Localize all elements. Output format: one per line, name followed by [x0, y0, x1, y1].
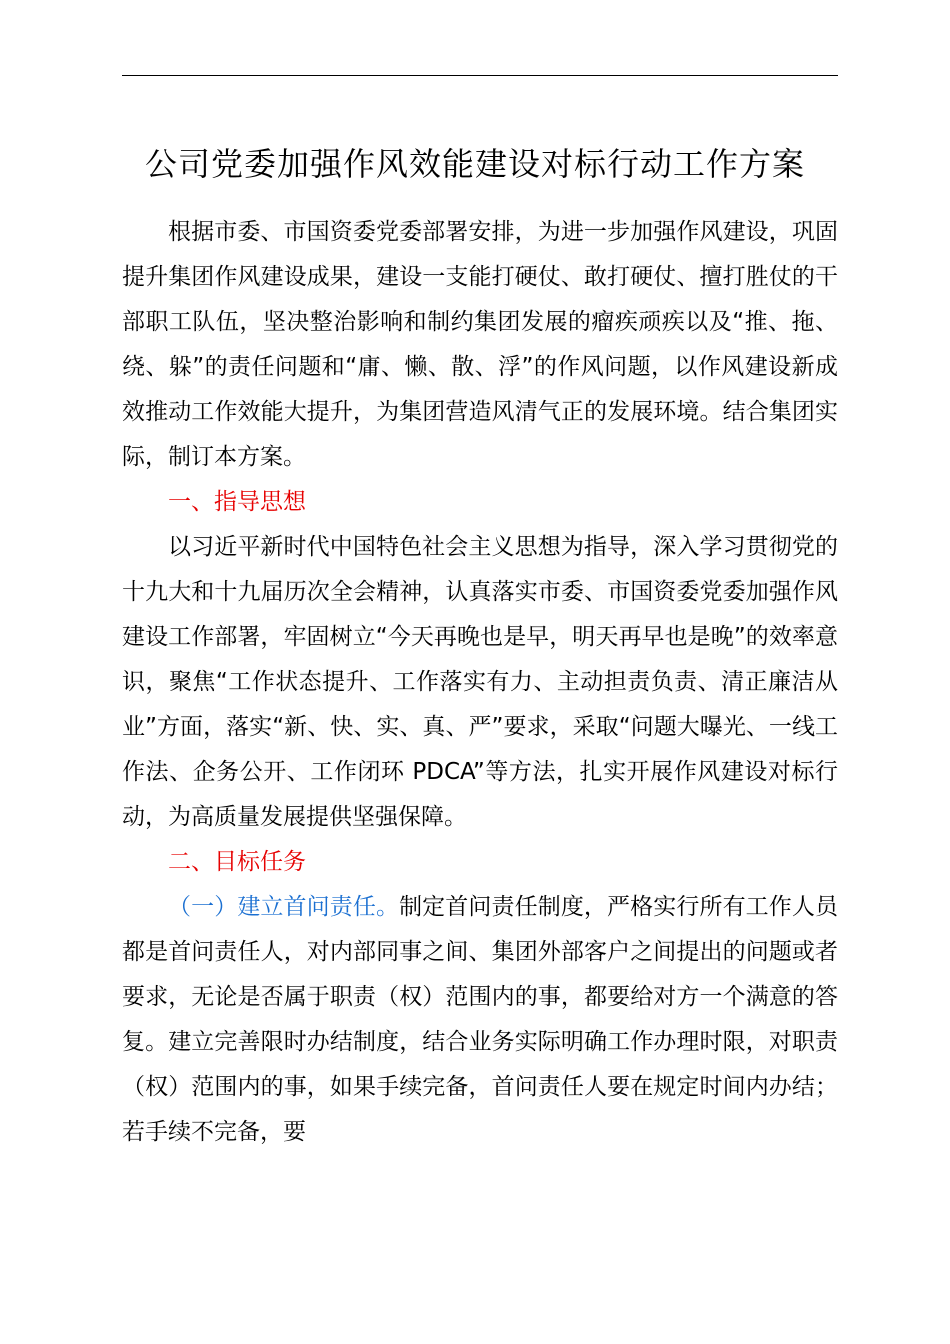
objective-item-1-paragraph — [122, 885, 838, 1155]
guiding-ideology-paragraph: 以习近平新时代中国特色社会主义思想为指导，深入学习贯彻党的十九大和十九届历次全会精神，认真落实市委、市国资委党委加强作风建设工作部署，牢固树立“今天再晚也是早，明天再早也是晚”的效率意识，聚焦“工作状态提升、工作落实有力、主动担责负责、清正廉洁从业”方面，落实“新、快、实、真、严”要求，采取“问题大曝光、一线工作法、企务公开、工作闭环 PDCA”等方法，扎实开展作风建设对标行动，为高质量发展提供坚强保障。 — [122, 534, 838, 830]
document-body — [122, 210, 838, 1155]
document-title: 公司党委加强作风效能建设对标行动工作方案 — [144, 145, 805, 183]
section-heading-guiding-ideology: 一、指导思想 — [168, 489, 306, 515]
objective-item-1-heading: （一）建立首问责任。 — [168, 894, 400, 920]
intro-paragraph: 根据市委、市国资委党委部署安排，为进一步加强作风建设，巩固提升集团作风建设成果，建设一支能打硬仗、敢打硬仗、擅打胜仗的干部职工队伍，坚决整治影响和制约集团发展的瘤疾顽疾以及“推、拖、绕、躲”的责任问题和“庸、懒、散、浮”的作风问题，以作风建设新成效推动工作效能大提升，为集团营造风清气正的发展环境。结合集团实际，制订本方案。 — [122, 219, 838, 470]
objective-item-1-body: 制定首问责任制度，严格实行所有工作人员都是首问责任人，对内部同事之间、集团外部客户之间提出的问题或者要求，无论是否属于职责（权）范围内的事，都要给对方一个满意的答复。建立完善限时办结制度，结合业务实际明确工作办理时限，对职责（权）范围内的事，如果手续完备，首问责任人要在规定时间内办结；若手续不完备，要 — [122, 894, 839, 1145]
section-heading-objectives: 二、目标任务 — [168, 849, 306, 875]
header-rule — [122, 75, 838, 76]
